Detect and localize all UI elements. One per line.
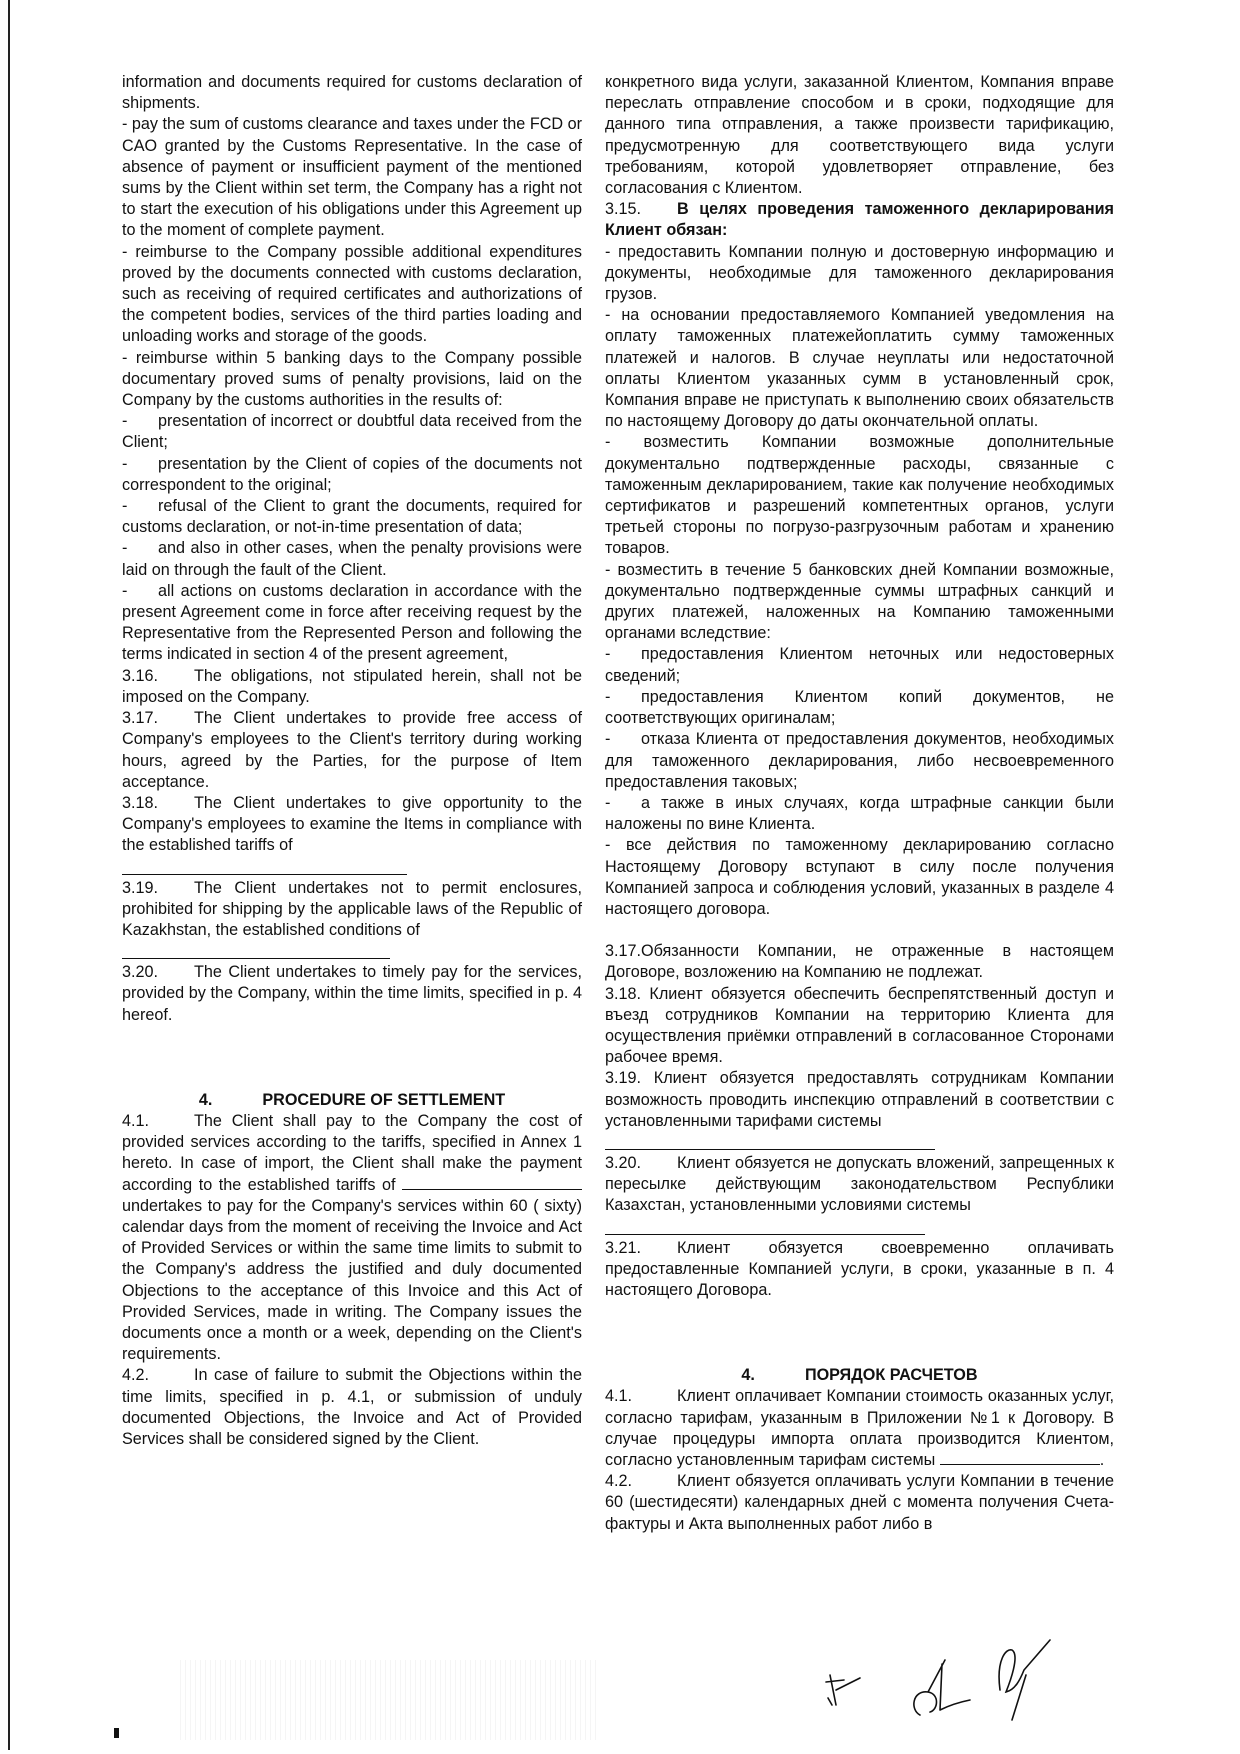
russian-column	[605, 72, 1114, 1535]
english-column	[122, 72, 582, 1450]
clause-4-2: 4.2. Клиент обязуется оплачивать услуги Компании в течение 60 (шестидесяти) календарных дней с момента получения Счета-фактуры и Акта выполненных работ либо в	[605, 1472, 1114, 1533]
list-item: - предоставления Клиентом неточных или недостоверных сведений;	[605, 645, 1114, 685]
clause-3-18: 3.18. The Client undertakes to give opportunity to the Company's employees to examine the Items in compliance with the established tariffs of	[122, 793, 582, 855]
blank-fill-line	[940, 1450, 1100, 1465]
paragraph: - предоставить Компании полную и достоверную информацию и документы, необходимые для таможенного декларирования грузов.	[605, 242, 1114, 304]
bullet-dash: -	[122, 497, 128, 516]
blank-fill-line	[402, 1175, 582, 1190]
paragraph: - reimburse to the Company possible additional expenditures proved by the documents connected with customs declaration, such as receiving of required certificates and authorizations of the competent bodies, services of the third parties loading and unloading works and storage of the goods.	[122, 242, 582, 346]
list-item: - предоставления Клиентом копий документов, не соответствующих оригиналам;	[605, 687, 1114, 728]
clause-4-1: 4.1. Клиент оплачивает Компании стоимость оказанных услуг, согласно тарифам, указанным в Приложении №1 к Договору. В случае процедуры импорта оплата производится Клиентом, согласно установленным тарифам системы .	[605, 1387, 1114, 1469]
bullet-dash: -	[605, 645, 611, 664]
clause-3-20: 3.20. Клиент обязуется не допускать вложений, запрещенных к пересылке действующим законодательством Республики Казахстан, установленными условиями системы	[605, 1153, 1114, 1215]
signature-1	[914, 1660, 970, 1715]
section-4-heading: 4. ПОРЯДОК РАСЧЕТОВ	[741, 1366, 978, 1385]
paragraph: - на основании предоставляемого Компанией уведомления на оплату таможенных платежейоплатить сумму таможенных платежей и налогов. В случае неуплаты или недостаточной оплаты Клиентом указанных сумм в установленный срок, Компания вправе не приступать к выполнению своих обязательств по настоящему Договору до даты окончательной оплаты.	[605, 306, 1114, 431]
paragraph: information and documents required for customs declaration of shipments.	[122, 73, 582, 113]
paragraph: конкретного вида услуги, заказанной Клиентом, Компания вправе переслать отправление способом и в сроки, подходящие для данного типа отправления, а также произвести тарификацию, предусмотренную для соответствующего вида услуги требованиям, которой удовлетворяет отправление, без согласования с Клиентом.	[605, 73, 1114, 198]
clause-4-2: 4.2. In case of failure to submit the Objections within the time limits, specified in p. 4.1, or submission of unduly documented Objections, the Invoice and Act of Provided Services shall be considered signed by the Client.	[122, 1366, 582, 1448]
page-left-border	[8, 0, 10, 1750]
bullet-dash: -	[122, 539, 128, 558]
paragraph: - возместить в течение 5 банковских дней Компании возможные, документально подтвержденные суммы штрафных санкций и других платежей, наложенных на Компанию таможенными органами вследствие:	[605, 560, 1114, 643]
clause-3-20: 3.20. The Client undertakes to timely pay for the services, provided by the Company, within the time limits, specified in p. 4 hereof.	[122, 963, 582, 1024]
initials-mark	[826, 1675, 860, 1705]
signature-2	[999, 1640, 1050, 1720]
clause-3-16: 3.16. The obligations, not stipulated herein, shall not be imposed on the Company.	[122, 666, 582, 706]
list-item: - and also in other cases, when the penalty provisions were laid on through the fault of the Client.	[122, 539, 582, 579]
clause-3-19: 3.19. The Client undertakes not to permit enclosures, prohibited for shipping by the applicable laws of the Republic of Kazakhstan, the established conditions of	[122, 878, 582, 939]
bullet-dash: -	[605, 730, 611, 749]
bullet-dash: -	[605, 793, 611, 812]
clause-3-17: 3.17. The Client undertakes to provide free access of Company's employees to the Client's territory during working hours, agreed by the Parties, for the purpose of Item acceptance.	[122, 709, 582, 791]
list-item: - all actions on customs declaration in accordance with the present Agreement come in force after receiving request by the Representative from the Represented Person and following the terms indicated in section 4 of the present agreement,	[122, 581, 582, 664]
bullet-dash: -	[605, 687, 611, 706]
paragraph: - reimburse within 5 banking days to the Company possible documentary proved sums of penalty provisions, laid on the Company by the customs authorities in the results of:	[122, 348, 582, 410]
list-item: - refusal of the Client to grant the documents, required for customs declaration, or not-in-time presentation of data;	[122, 497, 582, 537]
list-item: - presentation of incorrect or doubtful data received from the Client;	[122, 412, 582, 452]
clause-3-19: 3.19. Клиент обязуется предоставлять сотрудникам Компании возможность проводить инспекцию отправлений в соответствии с установленными тарифами системы	[605, 1069, 1115, 1130]
clause-3-17: 3.17.Обязанности Компании, не отраженные в настоящем Договоре, возложению на Компанию не подлежат.	[605, 942, 1114, 982]
paragraph: - pay the sum of customs clearance and taxes under the FCD or CAO granted by the Customs Representative. In the case of absence of payment or insufficient payment of the mentioned sums by the Client within set term, the Company has a right not to start the execution of his obligations under this Agreement up to the moment of complete payment.	[122, 115, 582, 240]
blank-fill-line	[122, 941, 390, 959]
paragraph: - возместить Компании возможные дополнительные документально подтвержденные расходы, связанные с таможенным декларированием, такие как получение необходимых сертификатов и разрешений компетентных органов, услуги третьей стороны по погрузо-разгрузочным работам и хранению товаров.	[605, 433, 1114, 558]
bullet-dash: -	[122, 581, 128, 600]
scan-noise	[180, 1660, 600, 1740]
clause-3-18: 3.18. Клиент обязуется обеспечить беспрепятственный доступ и въезд сотрудников Компании на территорию Клиента для осуществления приёмки отправлений в согласованное Сторонами рабочее время.	[605, 984, 1114, 1067]
clause-3-15: 3.15. В целях проведения таможенного декларирования Клиент обязан:	[605, 200, 1114, 240]
list-item: - presentation by the Client of copies of the documents not correspondent to the original;	[122, 454, 582, 494]
list-item: - отказа Клиента от предоставления документов, необходимых для таможенного декларирования, либо несвоевременного предоставления таковых;	[605, 730, 1114, 791]
clause-4-1: 4.1. The Client shall pay to the Company the cost of provided services according to the tariffs, specified in Annex 1 hereto. In case of import, the Client shall make the payment according to the established tariffs of undertakes to pay for the Company's services within 60 ( sixty) calendar days from the moment of receiving the Invoice and Act of Provided Services or within the same time limits to submit to the Company's address the justified and duly documented Objections to the acceptance of this Invoice and this Act of Provided Services, made in writing. The Company issues the documents once a month or a week, depending on the Client's requirements.	[122, 1111, 582, 1364]
signatures	[800, 1620, 1100, 1730]
bullet-dash: -	[122, 412, 128, 431]
clause-3-21: 3.21. Клиент обязуется своевременно оплачивать предоставленные Компанией услуги, в сроки, указанные в п. 4 настоящего Договора.	[605, 1238, 1114, 1299]
blank-fill-line	[605, 1132, 935, 1150]
scan-mark	[114, 1728, 119, 1738]
bullet-dash: -	[122, 454, 128, 473]
section-4-heading: 4. PROCEDURE OF SETTLEMENT	[198, 1090, 506, 1109]
paragraph: - все действия по таможенному декларированию согласно Настоящему Договору вступают в силу после получения Компанией запроса и соблюдения условий, указанных в разделе 4 настоящего договора.	[605, 836, 1114, 918]
blank-fill-line	[605, 1217, 925, 1235]
blank-fill-line	[122, 857, 407, 875]
list-item: - а также в иных случаях, когда штрафные санкции были наложены по вине Клиента.	[605, 793, 1114, 834]
